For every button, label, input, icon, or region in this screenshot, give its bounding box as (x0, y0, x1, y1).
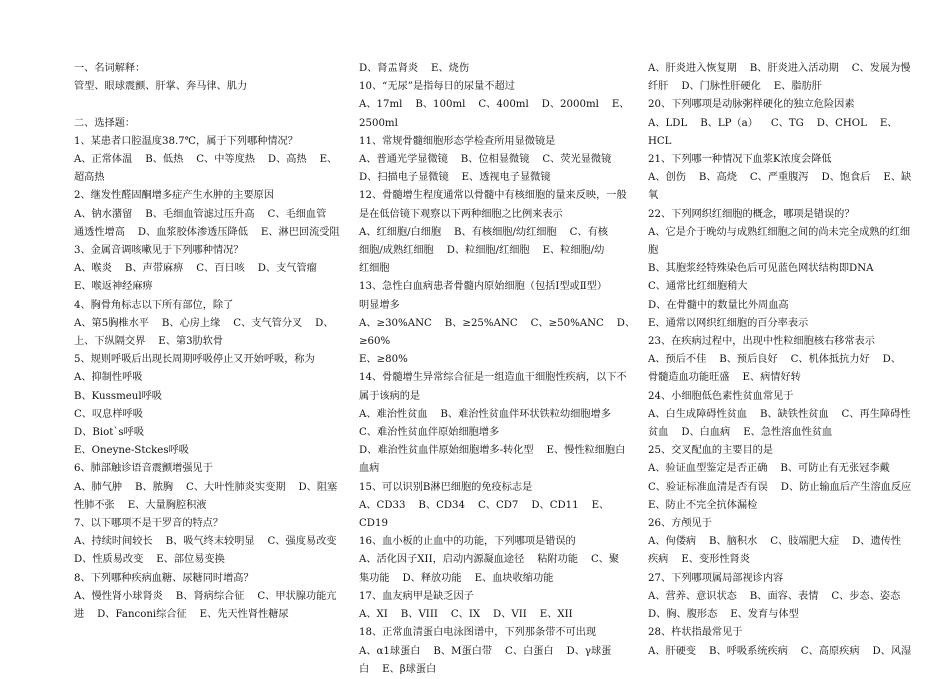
text-line: 是在低倍镜下观察以下两种细胞之比例来表示 (359, 208, 563, 220)
text-line: 属于该病的是 (359, 390, 421, 402)
text-line: 超高热 (74, 172, 105, 184)
text-line: D、性质易改变 E、部位易变换 (74, 554, 225, 566)
text-line: B、其胞浆经特殊染色后可见蓝色网状结构即DNA (648, 263, 874, 275)
text-line: 明显增多 (359, 299, 400, 311)
text-line: 21、下列哪一种情况下血浆K浓度会降低 (648, 154, 832, 166)
text-line: 上、下纵隔交界 E、第3肋软骨 (74, 336, 224, 348)
text-line: A、肝硬变 B、呼吸系统疾病 C、高原疾病 D、风湿 (648, 645, 912, 657)
text-line: 18、正常血清蛋白电泳图谱中，下列那条带不可出现 (359, 627, 597, 639)
text-line: 24、小细胞低色素性贫血常见于 (648, 390, 794, 402)
text-line: A、营养、意识状态 B、面容、表情 C、步态、姿态 (648, 590, 901, 602)
text-line: D、在骨髓中的数量比外周血高 (648, 299, 789, 311)
text-line: 纤肝 D、门脉性肝硬化 E、脂肪肝 (648, 81, 822, 93)
text-line: A、白生成障碍性贫血 B、缺铁性贫血 C、再生障碍性 (648, 408, 911, 420)
text-line: A、验证血型鉴定是否正确 B、可防止有无张冠李戴 (648, 463, 890, 475)
blank-line (74, 96, 342, 114)
text-line: 细胞/成熟红细胞 D、粒细胞/红细胞 E、粒细胞/幼 (359, 245, 605, 257)
text-line: 10、“无尿”是指每日的尿量不超过 (359, 81, 515, 93)
text-line: A、CD33 B、CD34 C、CD7 D、CD11 E、CD19 (359, 499, 610, 530)
text-line: A、钠水潴留 B、毛细血管滤过压升高 C、毛细血管 (74, 208, 327, 220)
text-line: A、喉炎 B、声带麻痹 C、百日咳 D、支气管瘤 (74, 263, 317, 275)
text-line: A、肝炎进入恢复期 B、肝炎进入活动期 C、发展为慢 (648, 63, 911, 74)
text-line: 一、名词解释： (74, 63, 146, 74)
text-line: 疾病 E、变形性肾炎 (648, 554, 750, 566)
text-line: 25、交叉配血的主要目的是 (648, 445, 774, 457)
text-line: A、持续时间较长 B、吸气终末较明显 C、强度易改变 (74, 536, 337, 548)
text-line: A、α1球蛋白 B、M蛋白带 C、白蛋白 D、γ球蛋 (359, 645, 612, 657)
text-line: B、Kussmeul呼吸 (74, 390, 162, 402)
text-line: 红细胞 (359, 263, 390, 275)
text-line: C、叹息样呼吸 (74, 408, 143, 420)
text-line: 16、血小板的止血中的功能，下列哪项是错误的 (359, 536, 576, 548)
text-line: 集功能 D、释放功能 E、血块收缩功能 (359, 572, 554, 584)
text-line: 胞 (648, 245, 659, 257)
text-line: 14、骨髓增生异常综合征是一组造血干细胞性疾病，以下不 (359, 372, 627, 384)
text-line: 23、在疾病过程中，出现中性粒细胞核右移常表示 (648, 336, 875, 348)
text-line: 13、急性白血病患者骨髓内原始细胞（包括Ⅰ型或Ⅱ型） (359, 281, 608, 293)
text-line: 1、某患者口腔温度38.7℃，属于下列哪种情况？ (74, 135, 298, 147)
text-line: 管型、眼球震颤、肝掌、奔马律、肌力 (74, 81, 248, 93)
column-middle (359, 60, 637, 679)
text-line: 骨髓造血功能旺盛 E、病情好转 (648, 372, 801, 384)
text-line: 7、以下哪项不是干罗音的特点？ (74, 518, 224, 530)
text-line: 28、杵状指最常见于 (648, 627, 743, 639)
text-line: D、难治性贫血伴原始细胞增多-转化型 E、慢性粒细胞白 (359, 445, 626, 457)
text-line: 3、金属音调咳嗽见于下列哪种情况？ (74, 245, 244, 257)
text-line: A、第5胸椎水平 B、心房上缘 C、支气管分叉 D、 (74, 317, 334, 329)
text-line: C、通常比红细胞稍大 (648, 281, 748, 293)
text-line: E、喉返神经麻痹 (74, 281, 153, 293)
text-line: A、≥30%ANC B、≥25%ANC C、≥50%ANC D、≥60% (359, 317, 636, 348)
text-line: D、胸、腹形态 E、发育与体型 (648, 609, 799, 621)
text-line: E、防止不完全抗体漏检 (648, 499, 758, 511)
text-line: 白 E、β球蛋白 (359, 663, 437, 675)
text-line: 20、下列哪项是动脉粥样硬化的独立危险因素 (648, 99, 855, 111)
text-line: 5、规则呼吸后出现长周期呼吸停止又开始呼吸，称为 (74, 354, 315, 366)
text-line: A、正常体温 B、低热 C、中等度热 D、高热 E、 (74, 154, 338, 165)
text-line: A、创伤 B、高烧 C、严重腹泻 D、饱食后 E、缺氧 (648, 172, 912, 202)
text-line: 2、继发性醛固酮增多症产生水肿的主要原因 (74, 190, 275, 202)
text-line: A、预后不佳 B、预后良好 C、机体抵抗力好 D、 (648, 354, 902, 366)
text-line: A、普通光学显微镜 B、位相显微镜 C、荧光显微镜 (359, 154, 612, 166)
text-line: A、LDL B、LP（a） C、TG D、CHOL E、HCL (648, 117, 898, 147)
text-line: 8、下列哪种疾病血糖、尿糖同时增高？ (74, 572, 254, 584)
text-line: 27、下列哪项属局部视诊内容 (648, 572, 784, 584)
text-line: A、慢性肾小球肾炎 B、肾病综合征 C、甲状腺功能亢 (74, 590, 337, 602)
text-line: 贫血 D、白血病 E、急性溶血性贫血 (648, 427, 833, 439)
text-line: A、佝偻病 B、脑积水 C、肢端肥大症 D、遗传性 (648, 536, 902, 548)
text-line: 血病 (359, 463, 380, 475)
text-line: C、难治性贫血伴原始细胞增多 (359, 427, 500, 439)
text-line: E、Oneyne-Stckes呼吸 (74, 445, 189, 457)
text-line: 17、血友病甲是缺乏因子 (359, 590, 474, 602)
text-line: 二、选择题： (74, 117, 136, 129)
text-line: A、17ml B、100ml C、400ml D、2000ml E、2500ml (359, 99, 630, 129)
text-line: 进 D、Fanconi综合征 E、先天性肾性糖尿 (74, 609, 289, 621)
text-line: A、抑制性呼吸 (74, 372, 143, 384)
text-line: C、验证标准血清是否有误 D、防止输血后产生溶血反应 (648, 481, 912, 493)
text-line: 22、下列网织红细胞的概念，哪项是错误的？ (648, 208, 855, 220)
text-line: 26、方颅见于 (648, 518, 712, 530)
text-line: 性肺不张 E、大量胸腔积液 (74, 499, 207, 511)
text-line: A、活化因子XII，启动内源凝血途径 粘附功能 C、聚 (359, 554, 620, 566)
text-line: A、红细胞/白细胞 B、有核细胞/幼红细胞 C、有核 (359, 226, 608, 238)
column-right (648, 60, 912, 661)
text-line: A、XI B、VIII C、IX D、VII E、XII (359, 609, 573, 621)
text-line: A、难治性贫血 B、难治性贫血伴环状铁粒幼细胞增多 (359, 408, 611, 420)
text-line: 通透性增高 D、血浆胶体渗透压降低 E、淋巴回流受阻 (74, 226, 340, 238)
text-line: 12、骨髓增生程度通常以骨髓中有核细胞的量来反映，一般 (359, 190, 627, 202)
text-line: 4、胸骨角标志以下所有部位，除了 (74, 299, 234, 311)
text-line: D、Biot`s呼吸 (74, 427, 145, 439)
text-line: D、扫描电子显微镜 E、透视电子显微镜 (359, 172, 551, 184)
text-line: A、它是介于晚幼与成熟红细胞之间的尚未完全成熟的红细 (648, 226, 911, 238)
text-line: D、肾盂肾炎 E、烧伤 (359, 63, 470, 74)
text-line: E、≥80% (359, 354, 408, 366)
text-line: 6、肺部触诊语音震颤增强见于 (74, 463, 213, 475)
text-line: E、通常以网织红细胞的百分率表示 (648, 317, 809, 329)
text-line: 11、常规骨髓细胞形态学检查所用显微镜是 (359, 135, 556, 147)
column-left (74, 60, 342, 624)
text-line: A、肺气肿 B、脓胸 C、大叶性肺炎实变期 D、阻塞 (74, 481, 338, 493)
text-line: 15、可以识别B淋巴细胞的免疫标志是 (359, 481, 533, 493)
